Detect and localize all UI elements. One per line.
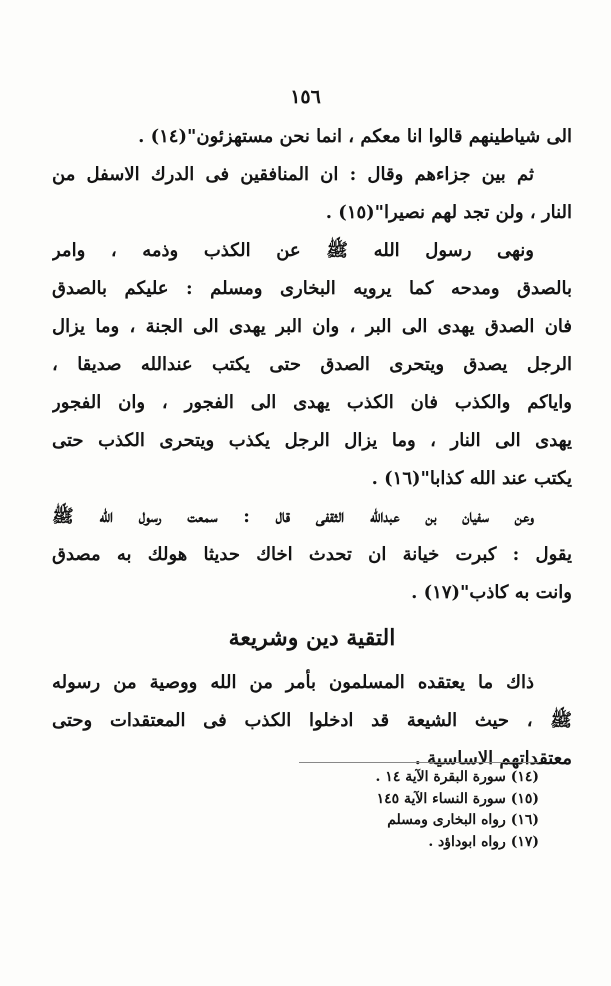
text-line: ذاك ما يعتقده المسلمون بأمر من الله ووصية من رسوله xyxy=(52,672,534,693)
text-line: معتقداتهم الاساسية . xyxy=(414,748,572,769)
page-number: ١٥٦ xyxy=(290,86,321,108)
text-line: وانت به كاذب"(١٧) . xyxy=(411,582,572,603)
footnote: (١٥) سورة النساء الآية ١٤٥ xyxy=(376,790,539,807)
text-line: ونهى رسول الله ﷺ عن الكذب وذمه ، وامر xyxy=(52,240,534,261)
text-line: الى شياطينهم قالوا انا معكم ، انما نحن مستهزئون"(١٤) . xyxy=(138,126,572,147)
footnotes xyxy=(299,767,539,853)
text-line: ﷺ ، حيث الشيعة قد ادخلوا الكذب فى المعتقدات وحتى xyxy=(52,710,572,731)
footnote-divider xyxy=(299,762,539,763)
section-heading: التقية دين وشريعة xyxy=(228,625,396,651)
text-line: يكتب عند الله كذابا"(١٦) . xyxy=(371,468,572,489)
body-text xyxy=(52,118,572,778)
footnote: (١٤) سورة البقرة الآية ١٤ . xyxy=(375,769,539,785)
text-line: فان الصدق يهدى الى البر ، وان البر يهدى الى الجنة ، وما يزال xyxy=(52,316,572,337)
text-line: النار ، ولن تجد لهم نصيرا"(١٥) . xyxy=(325,202,572,223)
text-line: بالصدق ومدحه كما يرويه البخارى ومسلم : عليكم بالصدق xyxy=(52,278,572,299)
footnote: (١٦) رواه البخارى ومسلم xyxy=(387,812,539,828)
text-line: ثم بين جزاءهم وقال : ان المنافقين فى الدرك الاسفل من xyxy=(52,164,534,185)
text-line: وعن سفيان بن عبدالله الثقفى قال : سمعت رسول الله ﷺ xyxy=(52,506,534,527)
text-line: يهدى الى النار ، وما يزال الرجل يكذب ويتحرى الكذب حتى xyxy=(52,430,572,451)
text-line: الرجل يصدق ويتحرى الصدق حتى يكتب عندالله صديقا ، xyxy=(52,354,572,375)
text-line: يقول : كبرت خيانة ان تحدث اخاك حديثا هولك به مصدق xyxy=(52,544,572,565)
footnote: (١٧) رواه ابوداؤد . xyxy=(428,833,539,850)
text-line: واياكم والكذب فان الكذب يهدى الى الفجور ، وان الفجور xyxy=(52,392,572,413)
